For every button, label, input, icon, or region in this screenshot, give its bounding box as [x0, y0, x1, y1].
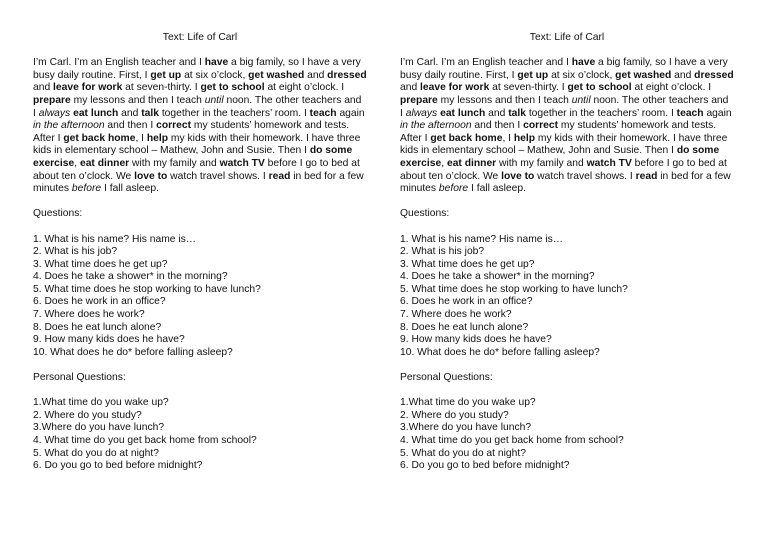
bold-phrase: help	[146, 132, 169, 144]
text-run: again	[336, 107, 365, 119]
text-run: at six o’clock,	[548, 69, 616, 81]
question-item: 5. What time does he stop working to have lunch?	[33, 283, 261, 295]
bold-phrase: have	[571, 57, 596, 69]
text-run: in bed for a few minutes	[400, 170, 731, 195]
bold-phrase: help	[513, 132, 536, 144]
bold-phrase: leave for work	[53, 82, 123, 94]
text-run: at eight o’clock. I	[631, 82, 712, 94]
bold-phrase: do some exercise	[33, 145, 353, 169]
text-run: I’m Carl. I’m an English teacher and I	[400, 57, 572, 69]
worksheet-title: Text: Life of Carl	[162, 32, 238, 43]
italic-phrase: always	[38, 107, 71, 119]
italic-phrase: before	[71, 183, 102, 195]
personal-questions-list	[33, 397, 367, 473]
question-item: 7. Where does he work?	[33, 309, 145, 321]
bold-phrase: get washed	[615, 69, 672, 81]
question-item: 10. What does he do* before falling asleep?	[400, 346, 600, 358]
bold-phrase: do some exercise	[400, 145, 720, 169]
text-run: my kids with their homework. I have three kids in elementary school – Mathew, John and Susie. Then I	[400, 132, 728, 157]
italic-phrase: always	[405, 107, 438, 119]
question-item: 4. What time do you get back home from school?	[400, 435, 624, 446]
text-run: before I go to bed at about ten o’clock. We	[33, 157, 360, 182]
question-item: 2. Where do you study?	[400, 409, 509, 421]
text-run: my kids with their homework. I have three kids in elementary school – Mathew, John and Susie. Then I	[33, 132, 361, 157]
question-item: 9. How many kids does he have?	[400, 334, 552, 346]
personal-questions-heading: Personal Questions:	[400, 372, 493, 384]
italic-phrase: in the afternoon	[400, 120, 472, 132]
bold-phrase: eat dinner	[446, 157, 497, 169]
text-run: , I	[502, 132, 514, 144]
text-run: and	[304, 69, 328, 81]
text-run: together in the teachers’ room. I	[158, 107, 310, 119]
bold-phrase: correct	[156, 120, 192, 132]
bold-phrase: love to	[501, 170, 535, 182]
bold-phrase: talk	[508, 107, 526, 119]
text-run: ,	[74, 157, 80, 169]
bold-phrase: prepare	[400, 94, 438, 106]
text-run: at eight o’clock. I	[264, 82, 345, 94]
bold-phrase: talk	[141, 107, 159, 119]
text-run: a big family, so I have a very busy daily routine. First, I	[400, 57, 728, 81]
question-item: 8. Does he eat lunch alone?	[33, 321, 162, 333]
bold-phrase: have	[204, 57, 229, 69]
text-run: together in the teachers’ room. I	[525, 107, 677, 119]
text-run: and	[671, 69, 695, 81]
question-item: 5. What do you do at night?	[400, 447, 526, 459]
bold-phrase: get back home	[63, 132, 136, 144]
italic-phrase: until	[204, 94, 224, 106]
text-run: , I	[135, 132, 147, 144]
bold-phrase: love to	[134, 170, 168, 182]
question-item: 6. Does he work in an office?	[400, 296, 533, 308]
text-run: and then I	[471, 120, 524, 132]
questions-heading: Questions:	[400, 208, 450, 220]
bold-phrase: get washed	[248, 69, 305, 81]
text-run: at six o’clock,	[181, 69, 249, 81]
question-item: 2. Where do you study?	[33, 409, 142, 421]
italic-phrase: in the afternoon	[33, 120, 105, 132]
text-run: noon. The other teachers and I	[400, 94, 729, 119]
italic-phrase: before	[438, 183, 469, 195]
question-item: 6. Do you go to bed before midnight?	[400, 460, 570, 472]
text-run: at seven-thirty. I	[122, 82, 201, 94]
bold-phrase: get to school	[200, 82, 265, 94]
bold-phrase: dressed	[327, 69, 367, 81]
reading-text	[33, 57, 367, 196]
text-run: my students’ homework and tests. After I	[33, 120, 350, 144]
personal-questions-list	[400, 397, 734, 473]
bold-phrase: teach	[309, 107, 337, 119]
question-item: 6. Does he work in an office?	[33, 296, 166, 308]
question-item: 2. What is his job?	[400, 246, 485, 258]
italic-phrase: until	[571, 94, 591, 106]
personal-questions-heading: Personal Questions:	[33, 372, 126, 384]
question-item: 6. Do you go to bed before midnight?	[33, 460, 203, 472]
questions-list	[33, 234, 367, 360]
worksheet-copy-right	[400, 32, 734, 485]
question-item: 3. What time does he get up?	[33, 258, 168, 270]
text-run: my students’ homework and tests. After I	[400, 120, 717, 144]
bold-phrase: correct	[523, 120, 559, 132]
bold-phrase: prepare	[33, 94, 71, 106]
question-item: 1.What time do you wake up?	[400, 397, 536, 409]
bold-phrase: teach	[676, 107, 704, 119]
bold-phrase: eat dinner	[79, 157, 130, 169]
bold-phrase: get to school	[567, 82, 632, 94]
question-item: 3. What time does he get up?	[400, 258, 535, 270]
question-item: 5. What do you do at night?	[33, 447, 159, 459]
bold-phrase: eat lunch	[440, 107, 486, 119]
text-run: I fall asleep.	[101, 183, 159, 195]
text-run: again	[703, 107, 732, 119]
text-run: in bed for a few minutes	[33, 170, 364, 195]
questions-list	[400, 234, 734, 360]
questions-heading: Questions:	[33, 208, 83, 220]
question-item: 3.Where do you have lunch?	[400, 422, 532, 434]
bold-phrase: read	[635, 170, 658, 182]
question-item: 4. Does he take a shower* in the morning?	[400, 271, 595, 283]
text-run: ,	[441, 157, 447, 169]
question-item: 9. How many kids does he have?	[33, 334, 185, 346]
text-run: with my family and	[496, 157, 587, 169]
bold-phrase: watch TV	[219, 157, 265, 169]
question-item: 4. What time do you get back home from school?	[33, 435, 257, 446]
question-item: 7. Where does he work?	[400, 309, 512, 321]
question-item: 1. What is his name? His name is…	[400, 233, 564, 245]
text-run: with my family and	[129, 157, 220, 169]
bold-phrase: dressed	[694, 69, 734, 81]
bold-phrase: get up	[150, 69, 182, 81]
text-run: and	[118, 107, 142, 119]
text-run: and	[485, 107, 509, 119]
text-run: watch travel shows. I	[167, 170, 269, 182]
text-run: at seven-thirty. I	[489, 82, 568, 94]
worksheet-title: Text: Life of Carl	[529, 32, 605, 43]
text-run: watch travel shows. I	[534, 170, 636, 182]
question-item: 2. What is his job?	[33, 246, 118, 258]
question-item: 4. Does he take a shower* in the morning?	[33, 271, 228, 283]
bold-phrase: watch TV	[586, 157, 632, 169]
text-run: and	[33, 82, 54, 94]
question-item: 8. Does he eat lunch alone?	[400, 321, 529, 333]
bold-phrase: get up	[517, 69, 549, 81]
question-item: 3.Where do you have lunch?	[33, 422, 165, 434]
reading-text	[400, 57, 734, 196]
text-run: noon. The other teachers and I	[33, 94, 362, 119]
question-item: 10. What does he do* before falling asleep?	[33, 346, 233, 358]
bold-phrase: get back home	[430, 132, 503, 144]
text-run: my lessons and then I teach	[70, 94, 205, 106]
text-run: I’m Carl. I’m an English teacher and I	[33, 57, 205, 69]
bold-phrase: leave for work	[420, 82, 490, 94]
question-item: 1. What is his name? His name is…	[33, 233, 197, 245]
bold-phrase: read	[268, 170, 291, 182]
question-item: 1.What time do you wake up?	[33, 397, 169, 409]
text-run: and then I	[104, 120, 157, 132]
question-item: 5. What time does he stop working to have lunch?	[400, 283, 628, 295]
worksheet-copy-left	[33, 32, 367, 485]
text-run: a big family, so I have a very busy daily routine. First, I	[33, 57, 361, 81]
text-run: and	[400, 82, 421, 94]
text-run: before I go to bed at about ten o’clock. We	[400, 157, 727, 182]
text-run: I fall asleep.	[468, 183, 526, 195]
bold-phrase: eat lunch	[73, 107, 119, 119]
text-run: my lessons and then I teach	[437, 94, 572, 106]
